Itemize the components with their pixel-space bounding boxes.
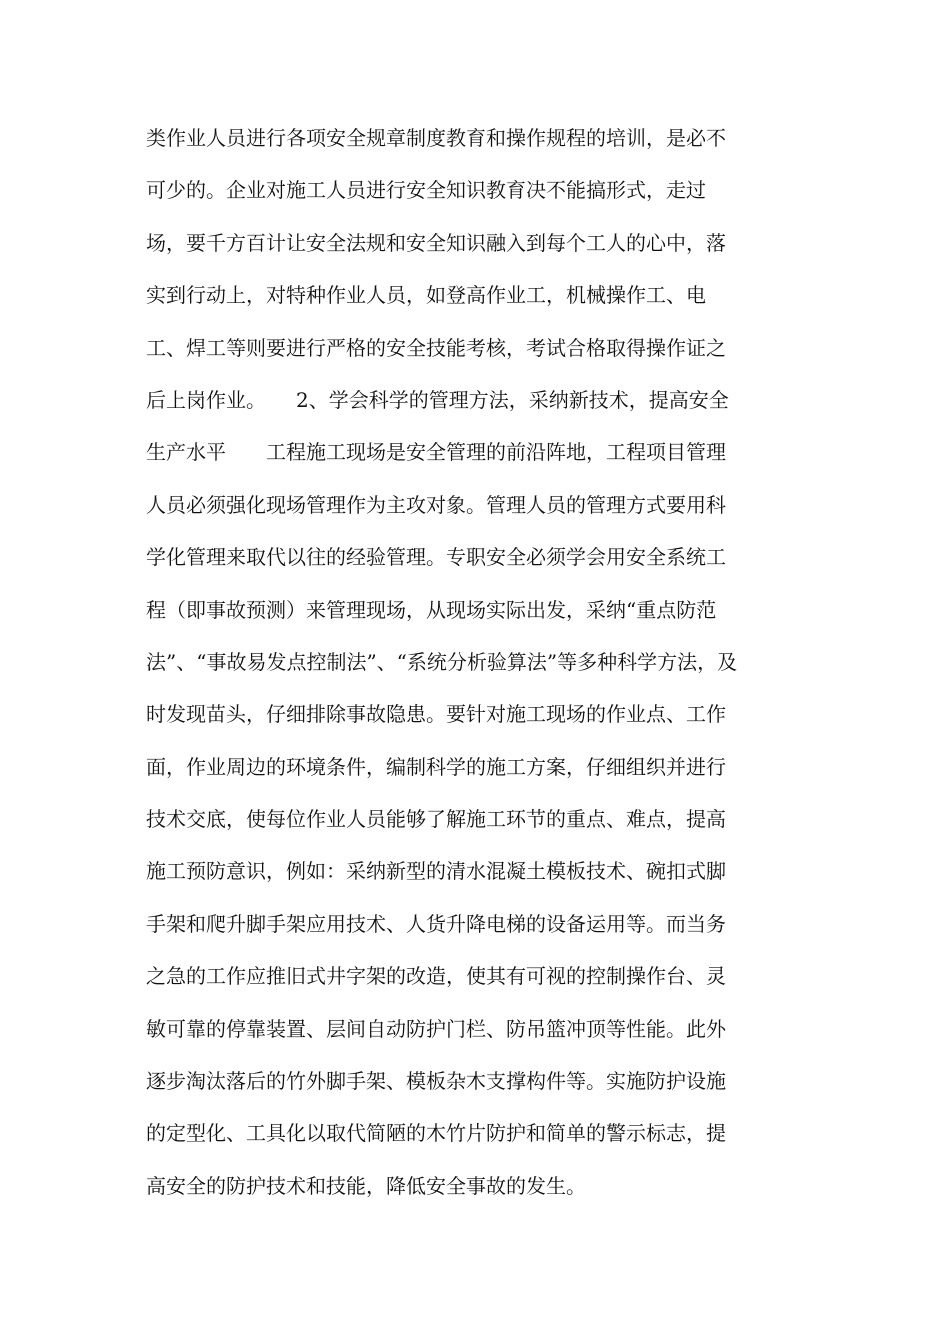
text-line: 逐步淘汰落后的竹外脚手架、模板杂木支撑构件等。实施防护设施 [146,1069,726,1094]
text-line: 学化管理来取代以往的经验管理。专职安全必须学会用安全系统工 [146,545,726,570]
text-line: 类作业人员进行各项安全规章制度教育和操作规程的培训，是必不 [146,126,726,150]
text-line: 程（即事故预测）来管理现场，从现场实际出发，采纳“重点防范 [146,597,717,622]
text-line: 时发现苗头，仔细排除事故隐患。要针对施工现场的作业点、工作 [146,702,726,727]
text-line: 可少的。企业对施工人员进行安全知识教育决不能搞形式，走过 [146,178,706,203]
text-line: 手架和爬升脚手架应用技术、人货升降电梯的设备运用等。而当务 [146,911,726,936]
text-line: 之急的工作应推旧式井字架的改造，使其有可视的控制操作台、灵 [146,964,726,989]
text-line: 生产水平 工程施工现场是安全管理的前沿阵地，工程项目管理 [146,440,726,465]
body-text [146,112,826,1212]
text-line: 工、焊工等则要进行严格的安全技能考核，考试合格取得操作证之 [146,335,726,360]
text-line: 敏可靠的停靠装置、层间自动防护门栏、防吊篮冲顶等性能。此外 [146,1016,726,1041]
text-line: 后上岗作业。 2、学会科学的管理方法，采纳新技术，提高安全 [146,387,729,412]
text-line: 技术交底，使每位作业人员能够了解施工环节的重点、难点，提高 [146,807,726,832]
text-line: 场，要千方百计让安全法规和安全知识融入到每个工人的心中，落 [146,230,726,255]
text-line: 施工预防意识，例如：采纳新型的清水混凝土模板技术、碗扣式脚 [146,859,726,884]
text-line: 法”、“事故易发点控制法”、“系统分析验算法”等多种科学方法，及 [146,649,738,674]
text-line: 的定型化、工具化以取代简陋的木竹片防护和简单的警示标志，提 [146,1121,726,1146]
text-line: 高安全的防护技术和技能，降低安全事故的发生。 [146,1173,586,1198]
text-line: 人员必须强化现场管理作为主攻对象。管理人员的管理方式要用科 [146,492,726,517]
text-line: 实到行动上，对特种作业人员，如登高作业工，机械操作工、电 [146,283,706,308]
text-line: 面，作业周边的环境条件，编制科学的施工方案，仔细组织并进行 [146,754,726,779]
